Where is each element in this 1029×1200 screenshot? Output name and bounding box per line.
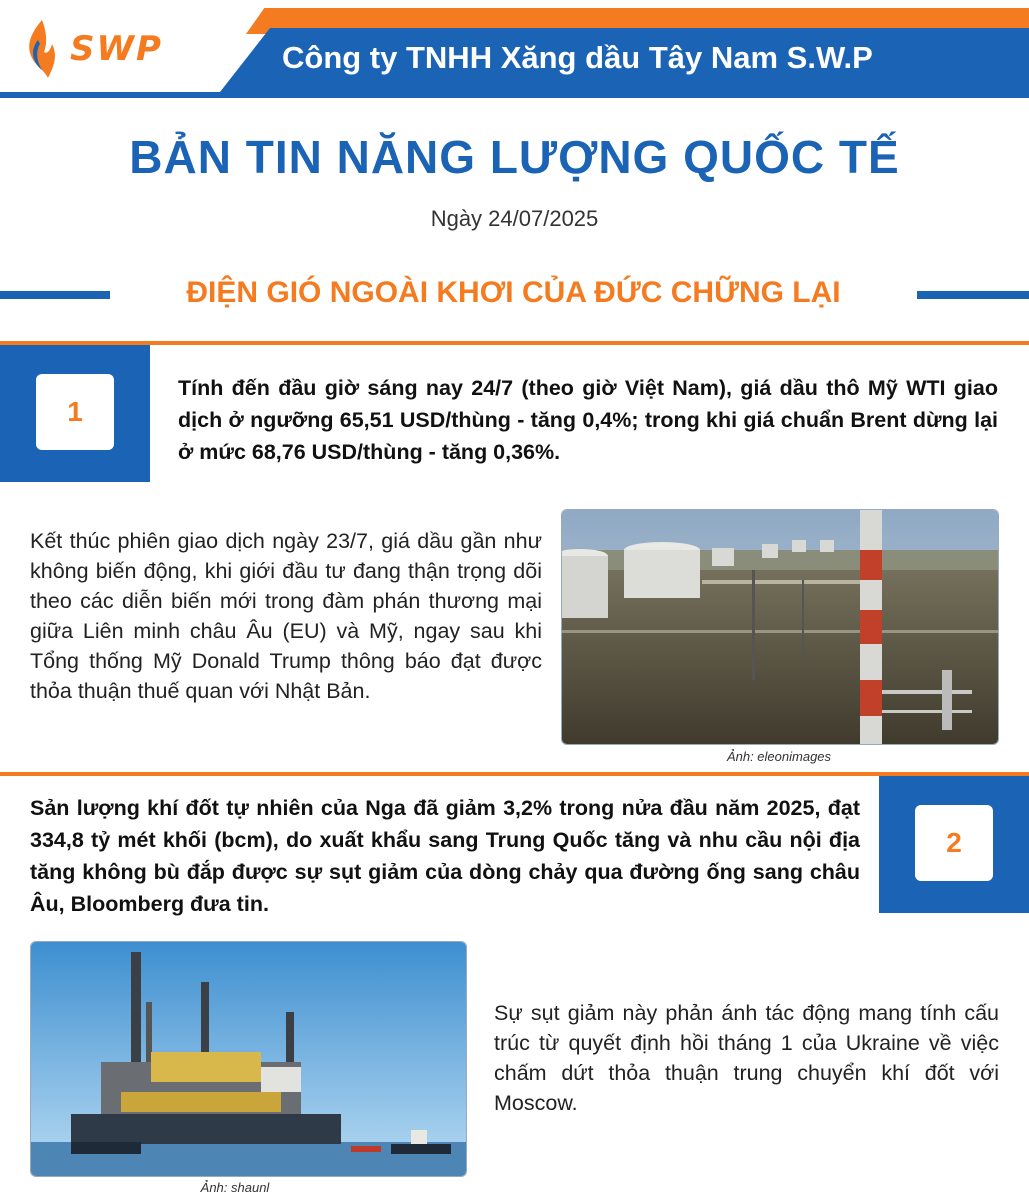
item-1-photo-oil-depot (561, 509, 999, 745)
item-2-top-rule (0, 772, 1029, 776)
item-1-top-rule (0, 341, 1029, 345)
section-divider-right (917, 291, 1029, 299)
page-title: BẢN TIN NĂNG LƯỢNG QUỐC TẾ (129, 131, 900, 183)
item-2-photo-offshore-platform (30, 941, 467, 1177)
flame-icon (24, 18, 60, 80)
item-1-body: Kết thúc phiên giao dịch ngày 23/7, giá dầu gần như không biến động, khi giới đầu tư đang thận trọng dõi theo các diễn biến mới trong đàm phán thương mại giữa Liên minh châu Âu (EU) và Mỹ, ngay sau khi Tổng thống Mỹ Donald Trump thông báo đạt được thỏa thuận thuế quan với Nhật Bản. (30, 529, 542, 703)
section-divider-left (0, 291, 110, 299)
item-2-number: 2 (915, 805, 993, 881)
logo-text: SWP (70, 29, 163, 69)
item-1-photo-caption: Ảnh: eleonimages (726, 749, 832, 764)
issue-date: Ngày 24/07/2025 (430, 206, 599, 231)
item-2-photo-caption: Ảnh: shaunl (200, 1180, 270, 1195)
section-title: ĐIỆN GIÓ NGOÀI KHƠI CỦA ĐỨC CHỮNG LẠI (186, 276, 841, 309)
item-1-lead: Tính đến đầu giờ sáng nay 24/7 (theo giờ Việt Nam), giá dầu thô Mỹ WTI giao dịch ở ngưỡng 65,51 USD/thùng - tăng 0,4%; trong khi giá chuẩn Brent dừng lại ở mức 68,76 USD/thùng - tăng 0,36%. (178, 376, 998, 464)
item-1-number: 1 (36, 374, 114, 450)
company-name: Công ty TNHH Xăng dầu Tây Nam S.W.P (282, 40, 873, 75)
item-2-lead: Sản lượng khí đốt tự nhiên của Nga đã giảm 3,2% trong nửa đầu năm 2025, đạt 334,8 tỷ mét khối (bcm), do xuất khẩu sang Trung Quốc tăng và nhu cầu nội địa tăng không bù đắp được sự sụt giảm của dòng chảy qua đường ống sang châu Âu, Bloomberg đưa tin. (30, 796, 860, 916)
item-2-body: Sự sụt giảm này phản ánh tác động mang tính cấu trúc từ quyết định hồi tháng 1 của Ukraine về việc chấm dứt thỏa thuận trung chuyển khí đốt với Moscow. (494, 1001, 999, 1115)
company-logo (24, 14, 194, 84)
header-banner (0, 0, 1029, 100)
